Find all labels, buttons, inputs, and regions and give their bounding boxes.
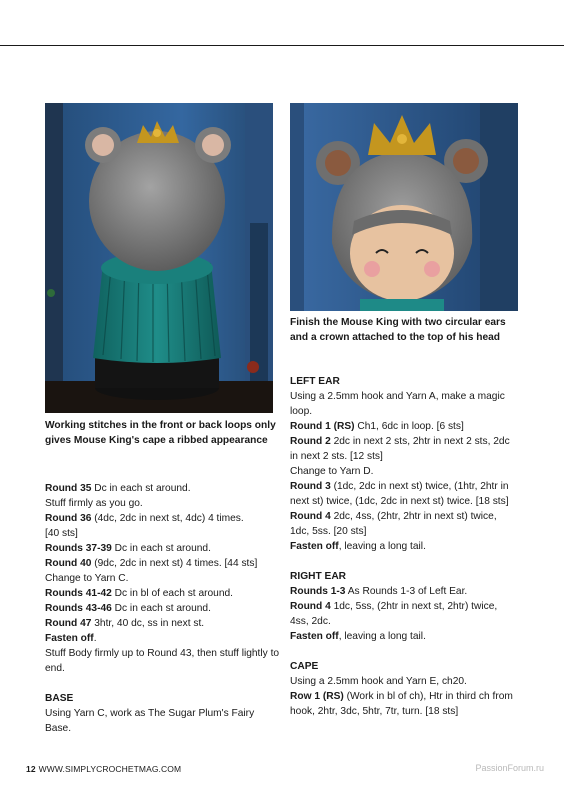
website-link[interactable]: WWW.SIMPLYCROCHETMAG.COM xyxy=(38,764,182,774)
fasten-off-body: Fasten off. xyxy=(45,633,97,644)
stuff-note-2: Stuff Body firmly up to Round 43, then stuff lightly to end. xyxy=(45,648,280,674)
rounds-41-42: Rounds 41-42 Dc in bl of each st around. xyxy=(45,588,233,599)
left-ear-round-3: Round 3 (1dc, 2dc in next st) twice, (1htr, 2htr in next st) twice, (1dc, 2dc in next st) twice. [18 sts] xyxy=(290,481,509,507)
round-35: Round 35 Dc in each st around. xyxy=(45,483,191,494)
round-40: Round 40 (9dc, 2dc in next st) 4 times. [44 sts] xyxy=(45,558,258,569)
left-ear-heading: LEFT EAR xyxy=(290,376,340,387)
photo-mouse-king-front xyxy=(290,103,518,311)
base-text: Using Yarn C, work as The Sugar Plum's Fairy Base. xyxy=(45,708,255,734)
right-ear-fasten-off: Fasten off, leaving a long tail. xyxy=(290,631,426,642)
left-column xyxy=(45,481,281,736)
photo-mouse-king-back xyxy=(45,103,273,413)
left-ear-intro: Using a 2.5mm hook and Yarn A, make a magic loop. xyxy=(290,391,505,417)
round-47: Round 47 3htr, 40 dc, ss in next st. xyxy=(45,618,205,629)
stuff-note-1: Stuff firmly as you go. xyxy=(45,498,143,509)
cape-intro: Using a 2.5mm hook and Yarn E, ch20. xyxy=(290,676,467,687)
cape-heading: CAPE xyxy=(290,661,319,672)
base-heading: BASE xyxy=(45,693,74,704)
round-36: Round 36 (4dc, 2dc in next st, 4dc) 4 times. xyxy=(45,513,244,524)
left-ear-round-4: Round 4 2dc, 4ss, (2htr, 2htr in next st) twice, 1dc, 5ss. [20 sts] xyxy=(290,511,497,537)
left-ear-fasten-off: Fasten off, leaving a long tail. xyxy=(290,541,426,552)
rounds-37-39: Rounds 37-39 Dc in each st around. xyxy=(45,543,211,554)
watermark: PassionForum.ru xyxy=(475,763,544,773)
right-column xyxy=(290,374,518,719)
caption-right: Finish the Mouse King with two circular ears and a crown attached to the top of his head xyxy=(290,317,506,343)
rounds-43-46: Rounds 43-46 Dc in each st around. xyxy=(45,603,211,614)
cape-row-1: Row 1 (RS) (Work in bl of ch), Htr in third ch from hook, 2htr, 3dc, 5htr, 7tr, turn. [18 sts] xyxy=(290,691,513,717)
right-ear-heading: RIGHT EAR xyxy=(290,571,347,582)
left-ear-round-1: Round 1 (RS) Ch1, 6dc in loop. [6 sts] xyxy=(290,421,464,432)
page-number: 12 xyxy=(26,764,36,774)
right-ear-rounds-1-3: Rounds 1-3 As Rounds 1-3 of Left Ear. xyxy=(290,586,468,597)
left-ear-round-2: Round 2 2dc in next 2 sts, 2htr in next 2 sts, 2dc in next 2 sts. [12 sts] xyxy=(290,436,510,462)
change-yarn-c: Change to Yarn C. xyxy=(45,573,129,584)
top-rule xyxy=(0,45,564,46)
right-ear-round-4: Round 4 1dc, 5ss, (2htr in next st, 2htr) twice, 4ss, 2dc. xyxy=(290,601,498,627)
page-footer xyxy=(26,764,181,774)
caption-left: Working stitches in the front or back loops only gives Mouse King's cape a ribbed appearance xyxy=(45,420,276,446)
round-36-count: [40 sts] xyxy=(45,528,78,539)
left-ear-change-yarn: Change to Yarn D. xyxy=(290,466,374,477)
